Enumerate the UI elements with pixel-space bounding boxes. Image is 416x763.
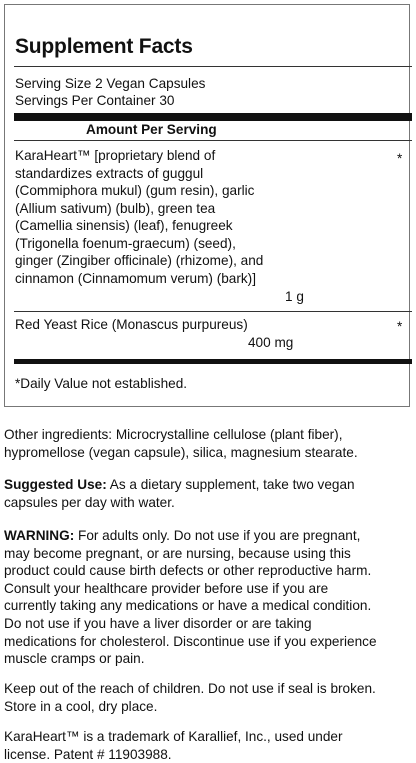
warning	[4, 527, 414, 668]
thick-rule-top	[14, 113, 412, 121]
text-line: medications for cholesterol. Discontinue use if you experience	[4, 633, 377, 649]
ingredient-line: Red Yeast Rice (Monascus purpureus)	[15, 317, 248, 332]
serving-size: Serving Size 2 Vegan Capsules	[15, 76, 206, 91]
text-line: Keep out of the reach of children. Do not use if seal is broken.	[4, 681, 376, 696]
warning-label: WARNING:	[4, 528, 75, 543]
other-ingredients	[4, 426, 414, 461]
text-line: Consult your healthcare provider before use if you are	[4, 580, 329, 596]
thick-rule-bottom	[14, 359, 412, 364]
text-line: license. Patent # 11903988.	[4, 746, 172, 762]
daily-value-mark: *	[397, 319, 403, 334]
text-line: product could cause birth defects or other reproductive harm.	[4, 563, 372, 579]
ingredient-line: (Allium sativum) (bulb), green tea	[15, 200, 216, 216]
trademark	[4, 728, 414, 763]
text-line: hypromellose (vegan capsule), silica, magnesium stearate.	[4, 444, 358, 460]
supplement-facts-panel	[4, 4, 410, 407]
header-rule	[14, 140, 412, 141]
text-line: currently taking any medications or have a medical condition.	[4, 598, 372, 614]
ingredient-amount: 400 mg	[248, 335, 294, 350]
text-line: For adults only. Do not use if you are pregnant,	[74, 528, 361, 543]
suggested-use	[4, 476, 414, 511]
text-line: capsules per day with water.	[4, 494, 175, 510]
ingredient-line: (Commiphora mukul) (gum resin), garlic	[15, 183, 255, 198]
ingredient-amount: 1 g	[285, 289, 304, 304]
ingredient-line: KaraHeart™ [proprietary blend of	[15, 148, 216, 163]
ingredient-line: standardizes extracts of guggul	[15, 165, 204, 181]
panel-title: Supplement Facts	[15, 35, 193, 58]
servings-per-container: Servings Per Container 30	[15, 93, 175, 108]
row-rule	[14, 311, 412, 312]
amount-per-serving-header: Amount Per Serving	[86, 122, 217, 137]
suggested-use-label: Suggested Use:	[4, 477, 107, 492]
text-line: Store in a cool, dry place.	[4, 698, 158, 714]
text-line: As a dietary supplement, take two vegan	[106, 477, 355, 492]
storage	[4, 680, 414, 715]
footnote: *Daily Value not established.	[15, 376, 188, 391]
title-rule	[14, 66, 412, 67]
ingredient-line: (Trigonella foenum-graecum) (seed),	[15, 235, 236, 251]
text-line: Other ingredients: Microcrystalline cellulose (plant fiber),	[4, 427, 343, 442]
text-line: muscle cramps or pain.	[4, 651, 145, 667]
daily-value-mark: *	[397, 151, 403, 166]
ingredient-line: cinnamon (Cinnamomum verum) (bark)]	[15, 270, 256, 286]
ingredient-line: (Camellia sinensis) (leaf), fenugreek	[15, 218, 233, 233]
text-line: may become pregnant, or are nursing, because using this	[4, 545, 351, 561]
text-line: Do not use if you have a liver disorder or are taking	[4, 615, 312, 631]
ingredient-line: ginger (Zingiber officinale) (rhizome), and	[15, 253, 264, 268]
text-line: KaraHeart™ is a trademark of Karallief, Inc., used under	[4, 729, 343, 744]
